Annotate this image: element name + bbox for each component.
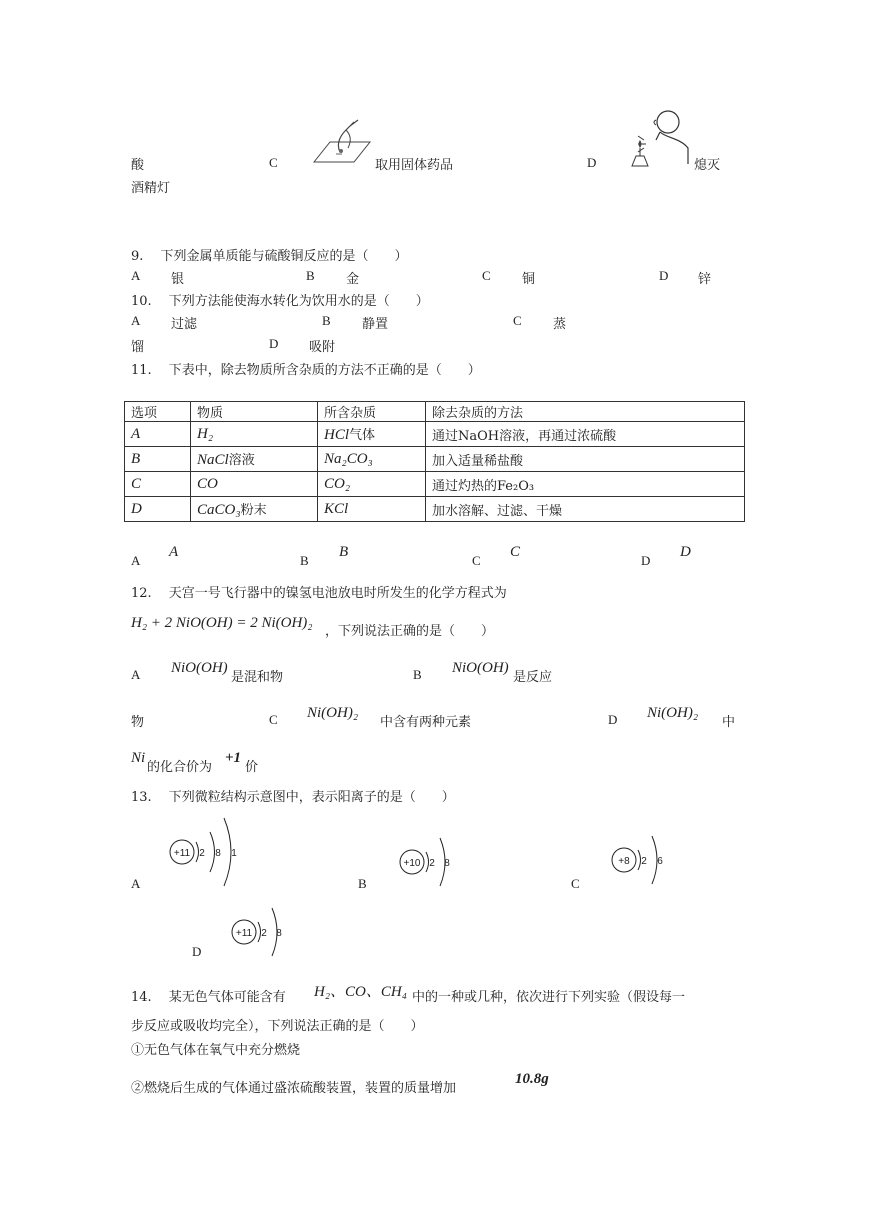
q11-answer-a-letter: A xyxy=(131,553,141,568)
q9-option-d-letter: D xyxy=(659,268,669,283)
q8-option-d-letter: D xyxy=(587,155,597,170)
q14-step-2-value: 10.8g xyxy=(515,1071,549,1087)
impurity-suffix: 气体 xyxy=(349,428,376,443)
q12-option-a-text: 是混和物 xyxy=(231,670,284,685)
q11-answer-a-value: A xyxy=(169,544,179,560)
q14-step-1: ①无色气体在氧气中充分燃烧 xyxy=(131,1043,301,1058)
q10-option-d-letter: D xyxy=(269,336,279,351)
q10-option-c-text-cont: 馏 xyxy=(131,340,145,355)
q12-option-d-formula: Ni(OH)₂ xyxy=(647,705,699,721)
header-cell: 除去杂质的方法 xyxy=(426,402,745,422)
q11-stem: 11. 下表中，除去物质所含杂质的方法不正确的是（ ） xyxy=(131,363,481,378)
table-header-row xyxy=(125,402,745,422)
q12-option-c-letter: C xyxy=(269,712,278,727)
shell-electrons: 2 xyxy=(429,858,435,869)
q14-stem-end: 步反应或吸收均完全），下列说法正确的是（ ） xyxy=(131,1019,424,1034)
shell-electrons: 1 xyxy=(231,848,237,859)
substance-formula: CaCO₃ xyxy=(197,502,241,518)
q12-option-a-formula: NiO(OH) xyxy=(171,660,228,676)
option-cell: A xyxy=(131,425,141,442)
ion-diagram-d xyxy=(230,902,294,964)
q11-answer-c-value: C xyxy=(510,544,521,560)
q13-diagram-d-letter: D xyxy=(192,944,202,959)
q11-answer-d-value: D xyxy=(680,544,691,560)
q12-option-b-text: 是反应 xyxy=(513,670,553,685)
q10-option-a-letter: A xyxy=(131,313,141,328)
q14-gas-formulas: H₂、CO、CH₄ xyxy=(314,984,407,1000)
shell-electrons: 2 xyxy=(261,928,267,939)
shell-electrons: 2 xyxy=(641,856,647,867)
q8-option-d-text: 熄灭 xyxy=(694,158,721,173)
q12-option-b-text-cont: 物 xyxy=(131,715,145,730)
table-row xyxy=(125,497,745,522)
nucleus-charge: +10 xyxy=(403,858,421,869)
impurity-formula: HCl xyxy=(324,427,350,443)
impurity-formula: CO₂ xyxy=(324,475,351,492)
q9-option-c-text: 铜 xyxy=(522,272,536,287)
q11-answer-b-value: B xyxy=(339,544,349,560)
q11-answer-d-letter: D xyxy=(641,553,651,568)
q12-option-d-letter: D xyxy=(608,712,618,727)
q12-option-c-text: 中含有两种元素 xyxy=(380,715,472,730)
substance-suffix: 溶液 xyxy=(228,453,255,468)
method-cell: 通过NaOH溶液，再通过浓硫酸 xyxy=(426,422,745,447)
substance-suffix: 粉末 xyxy=(240,503,267,518)
header-cell: 所含杂质 xyxy=(318,402,426,422)
q10-option-b-letter: B xyxy=(322,313,331,328)
header-cell: 物质 xyxy=(191,402,318,422)
shell-electrons: 6 xyxy=(657,856,663,867)
q9-option-c-letter: C xyxy=(482,268,491,283)
q12-option-d-text-end: 价 xyxy=(245,760,259,775)
q12-option-d-text: 中 xyxy=(722,715,736,730)
impurity-formula: Na₂CO₃ xyxy=(324,450,373,467)
q10-option-a-text: 过滤 xyxy=(171,317,198,332)
table-row xyxy=(125,447,745,472)
substance-formula: CO xyxy=(197,475,218,492)
q9-option-d-text: 锌 xyxy=(698,272,712,287)
q12-option-d-value: +1 xyxy=(225,750,242,766)
shell-electrons: 2 xyxy=(199,848,205,859)
q9-option-a-letter: A xyxy=(131,268,141,283)
option-cell: C xyxy=(131,475,142,492)
q12-option-d-element: Ni xyxy=(131,750,146,766)
blow-out-lamp-image xyxy=(626,104,694,172)
shell-electrons: 8 xyxy=(215,848,221,859)
q11-answer-b-letter: B xyxy=(300,553,309,568)
q13-diagram-b-letter: B xyxy=(358,876,367,891)
option-cell: B xyxy=(131,450,141,467)
q14-step-2: ②燃烧后生成的气体通过盛浓硫酸装置，装置的质量增加 xyxy=(131,1081,457,1096)
q10-stem: 10. 下列方法能使海水转化为饮用水的是（ ） xyxy=(131,294,429,309)
q12-option-d-text-cont: 的化合价为 xyxy=(147,760,213,775)
q12-option-a-letter: A xyxy=(131,667,141,682)
q12-equation-tail: ，下列说法正确的是（ ） xyxy=(325,624,495,639)
q9-option-b-text: 金 xyxy=(346,272,360,287)
q14-stem-middle: 中的一种或几种，依次进行下列实验（假设每一 xyxy=(412,990,686,1005)
header-cell: 选项 xyxy=(125,402,191,422)
impurity-formula: KCl xyxy=(324,500,349,517)
q12-option-b-letter: B xyxy=(413,667,422,682)
q12-equation: H₂ + 2 NiO(OH) = 2 Ni(OH)₂ xyxy=(131,615,313,631)
q12-option-b-formula: NiO(OH) xyxy=(452,660,509,676)
q13-stem: 13. 下列微粒结构示意图中，表示阳离子的是（ ） xyxy=(131,790,455,805)
table-row xyxy=(125,472,745,497)
q8-option-c-letter: C xyxy=(269,155,278,170)
shell-electrons: 8 xyxy=(276,928,282,939)
impurity-table xyxy=(124,401,745,522)
q11-answer-c-letter: C xyxy=(472,553,481,568)
method-cell: 通过灼热的Fe₂O₃ xyxy=(426,472,745,497)
q14-stem-start: 14. 某无色气体可能含有 xyxy=(131,990,286,1005)
substance-formula: H₂ xyxy=(197,425,214,442)
q9-option-b-letter: B xyxy=(306,268,315,283)
nucleus-charge: +8 xyxy=(618,856,630,867)
substance-formula: NaCl xyxy=(197,452,229,468)
q10-option-d-text: 吸附 xyxy=(309,340,336,355)
q9-stem: 9. 下列金属单质能与硫酸铜反应的是（ ） xyxy=(131,249,408,264)
q8-option-d-text-cont: 酒精灯 xyxy=(131,181,171,196)
q9-option-a-text: 银 xyxy=(171,272,185,287)
ion-diagram-a xyxy=(166,814,248,890)
q13-diagram-a-letter: A xyxy=(131,876,141,891)
ion-diagram-b xyxy=(398,830,462,892)
table-row xyxy=(125,422,745,447)
method-cell: 加水溶解、过滤、干燥 xyxy=(426,497,745,522)
q12-stem: 12. 天宫一号飞行器中的镍氢电池放电时所发生的化学方程式为 xyxy=(131,586,507,601)
q12-option-c-formula: Ni(OH)₂ xyxy=(307,705,359,721)
ion-diagram-c xyxy=(610,828,674,890)
q13-diagram-c-letter: C xyxy=(571,876,580,891)
q8-option-c-text: 取用固体药品 xyxy=(375,158,454,173)
q10-option-c-text: 蒸 xyxy=(553,317,567,332)
q8-a-end-text: 酸 xyxy=(131,158,145,173)
method-cell: 加入适量稀盐酸 xyxy=(426,447,745,472)
shell-electrons: 8 xyxy=(444,858,450,869)
take-solid-reagent-image xyxy=(310,118,374,166)
q10-option-c-letter: C xyxy=(513,313,522,328)
nucleus-charge: +11 xyxy=(235,928,253,939)
option-cell: D xyxy=(131,500,142,517)
q10-option-b-text: 静置 xyxy=(362,317,389,332)
nucleus-charge: +11 xyxy=(173,848,191,859)
